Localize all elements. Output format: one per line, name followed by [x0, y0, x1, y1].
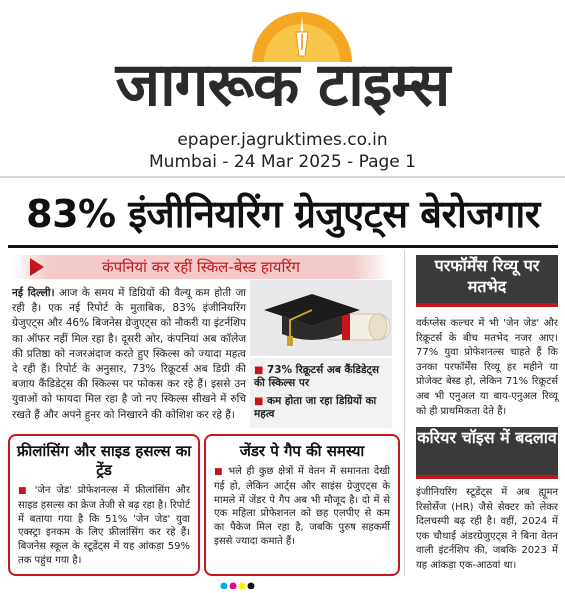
- column-divider: [404, 250, 405, 576]
- sidebar-text-career-choice: इंजीनियरिंग स्टूडेंट्स में अब ह्यूमन रिसोर्सेज (HR) जैसे सेक्टर को लेकर दिलचस्पी बढ़ रही है। वहीं, 2024 में एक चौथाई अंडरग्रेजुएट्स ने बिना वेतन वाली इंटर्नशिप की, जबकि 2023 में यह आंकड़ा एक-आठवां था।: [416, 487, 558, 571]
- graduation-cap-image: [250, 280, 392, 356]
- bullet-square-icon: ■: [254, 365, 267, 376]
- epaper-url[interactable]: epaper.jagruktimes.co.in: [177, 130, 388, 150]
- freelancing-box-title: फ्रीलांसिंग और साइड हसल्स का ट्रेंड: [16, 442, 192, 479]
- gender-pay-gap-box-text: ■ भले ही कुछ क्षेत्रों में वेतन में समानता देखी गई हो, लेकिन आर्ट्स और साइंस ग्रेजुएट्स के मामले में जेंडर पे गैप अब भी मौजूद है। दो में से एक महिला प्रोफेशनल को छह एलपीए से कम का पैकेज मिल रहा है, जबकि पुरुष सहकर्मी इससे ज्यादा कमाते हैं।: [214, 466, 390, 547]
- print-registration-marks: [220, 574, 260, 581]
- freelancing-box: [8, 434, 200, 576]
- bullet-square-icon: ■: [18, 486, 35, 496]
- dateline: नई दिल्ली।: [12, 287, 55, 299]
- highlight-item: ■ 73% रिक्रूटर्स अब कैंडिडेट्स की स्किल्स पर: [254, 364, 379, 389]
- gender-pay-gap-box-title: जेंडर पे गैप की समस्या: [239, 442, 365, 460]
- sidebar-heading-career-choice: करियर चॉइस में बदलाव: [416, 427, 558, 479]
- main-headline: 83% इंजीनियरिंग ग्रेजुएट्स बेरोजगार: [26, 192, 540, 236]
- gender-pay-gap-box: [204, 434, 400, 576]
- freelancing-box-text: ■ 'जेन जेड' प्रोफेशनल्स में फ्रीलांसिंग और साइड हसल्स का क्रेज तेजी से बढ़ रहा है। रिपोर्ट में बताया गया है कि 51% 'जेन जेड' युवा एक्स्ट्रा इनकम के लिए फ्रीलांसिंग कर रहे हैं। बिजनेस स्कूल के स्टूडेंट्स में यह आंकड़ा 59% तक पहुंच गया है।: [18, 485, 190, 566]
- sidebar-heading-performance-review: परफॉर्मेंस रिव्यू पर मतभेद: [416, 255, 558, 307]
- headline-rule: [8, 245, 558, 248]
- bullet-square-icon: ■: [254, 396, 267, 407]
- subheadline: कंपनियां कर रहीं स्किल-बेस्ड हायरिंग: [102, 258, 300, 276]
- edition-date-page: Mumbai - 24 Mar 2025 - Page 1: [149, 152, 416, 172]
- article-body: [12, 286, 246, 423]
- bullet-square-icon: ■: [214, 467, 229, 477]
- paper-edge-divider: [0, 176, 565, 178]
- sidebar-text-performance-review: वर्कप्लेस कल्चर में भी 'जेन जेड' और रिक्रूटर्स के बीच मतभेद नजर आए। 77% युवा प्रोफेशनल्स चाहते हैं कि उनका परफॉर्मेंस रिव्यू हर महीने या प्रोजेक्ट बेस्ड हो, लेकिन 71% रिक्रूटर्स अब भी एनुअल या बाय-एनुअल रिव्यू को ही प्राथमिकता देते हैं।: [416, 318, 558, 417]
- highlight-item: ■ कम होता जा रहा डिग्रियों का महत्व: [254, 395, 377, 420]
- article-body-text: आज के समय में डिग्रियों की वैल्यू कम होती जा रही है। एक नई रिपोर्ट के मुताबिक, 83% इंजीनियरिंग ग्रेजुएट्स और 46% बिजनेस ग्रेजुएट्स को नौकरी या इंटर्नशिप का ऑफर नहीं मिल रहा है। दूसरी ओर, कंपनियां अब कॉलेज की प्रतिष्ठा को नजरअंदाज करते हुए स्किल्स को ज्यादा महत्व दे रही हैं। रिपोर्ट के अनुसार, 73% रिक्रूटर्स अब डिग्री की बजाय कैंडिडेट्स की स्किल्स पर फोकस कर रहे हैं। इससे उन युवाओं को फायदा मिल रहा है जो नए स्किल्स सीखने में रुचि रखते हैं और अपने हुनर को निखारने की कोशिश कर रहे हैं।: [12, 287, 246, 421]
- masthead-title: जागरूक टाइम्स: [115, 50, 450, 120]
